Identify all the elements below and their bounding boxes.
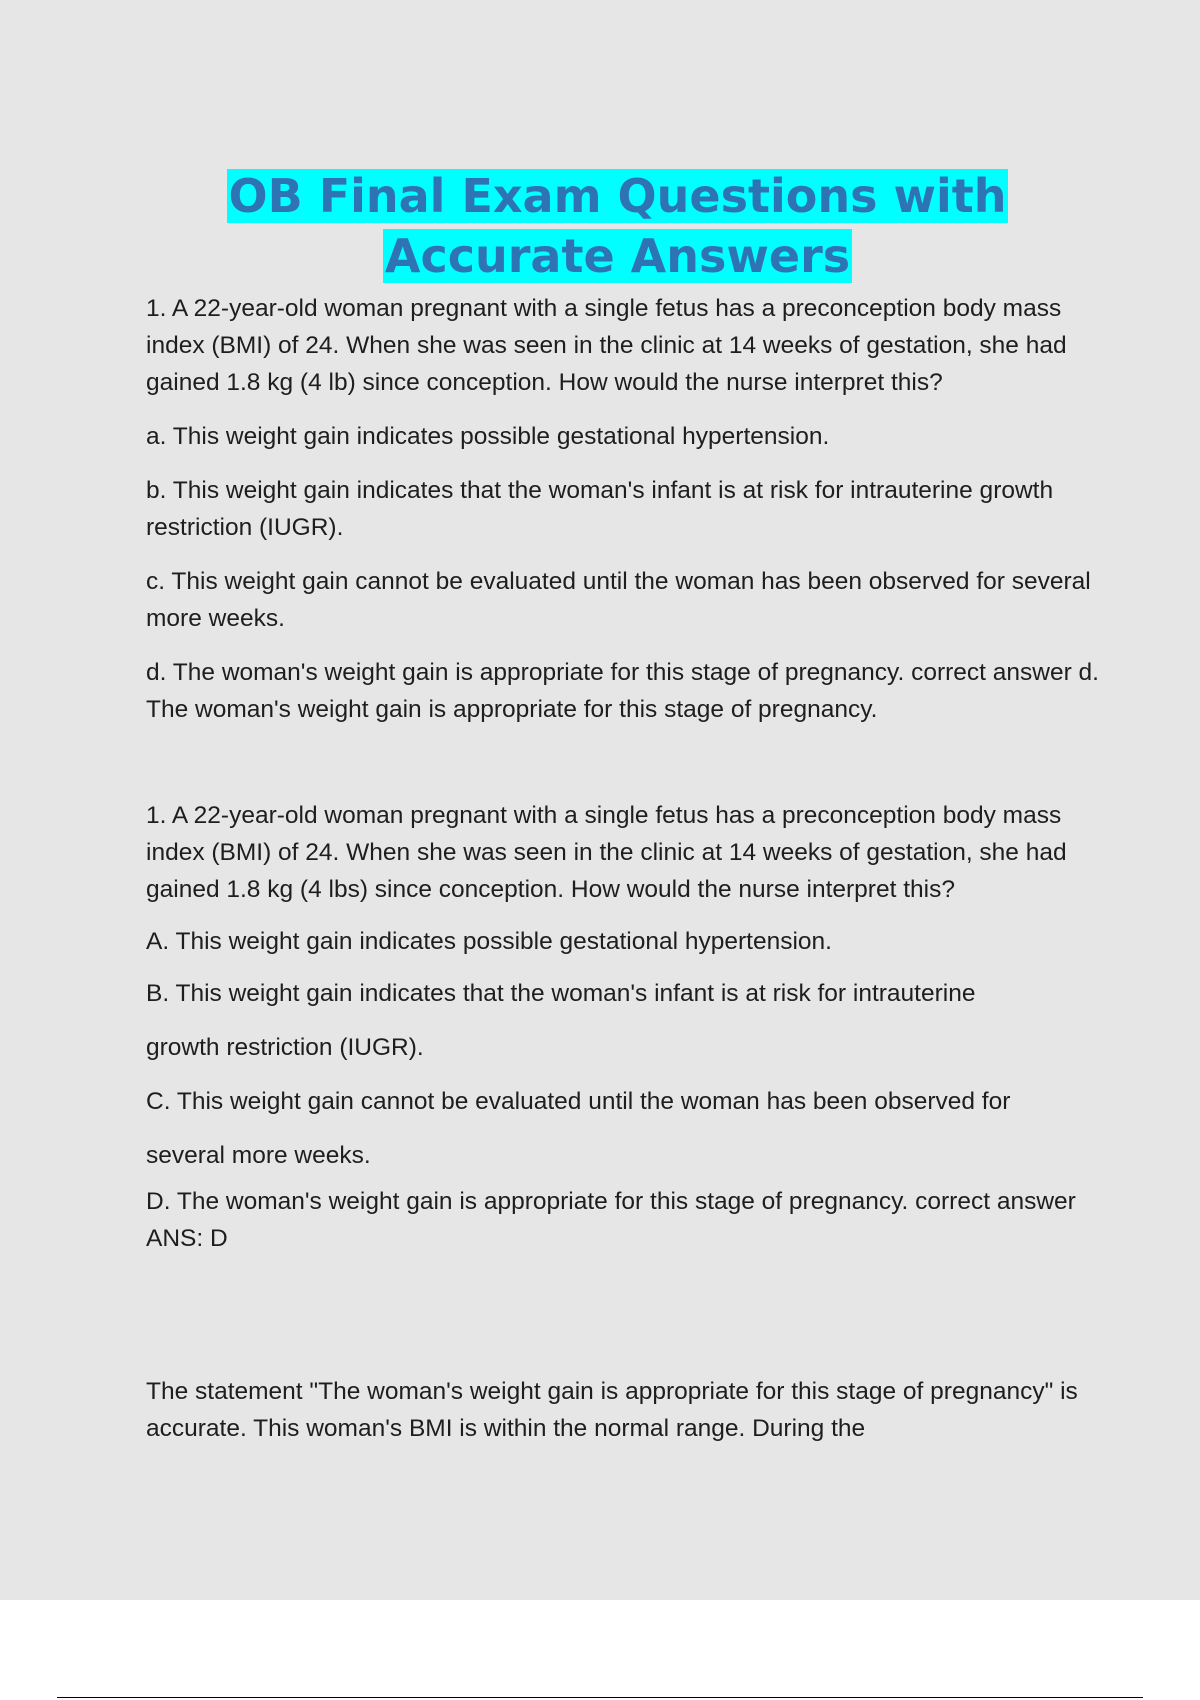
explanation-text: The statement "The woman's weight gain is appropriate for this stage of pregnancy" is accurate. This woman's BMI is within the normal range. During the (146, 1378, 1078, 1442)
question-2-option-d: D. The woman's weight gain is appropriate for this stage of pregnancy. correct answer ANS: D (146, 1188, 1076, 1252)
document-title (120, 166, 1115, 286)
question-1-option-b: b. This weight gain indicates that the woman's infant is at risk for intrauterine growth restriction (IUGR). (146, 477, 1054, 541)
question-2-option-c-continued: several more weeks. (146, 1142, 371, 1169)
title-line-2: Accurate Answers (384, 229, 851, 283)
question-2-block (146, 797, 1101, 1272)
question-2-option-c: C. This weight gain cannot be evaluated until the woman has been observed for (146, 1088, 1011, 1115)
question-1-block (146, 290, 1101, 745)
question-2-option-a: A. This weight gain indicates possible gestational hypertension. (146, 928, 832, 955)
question-1-option-d: d. The woman's weight gain is appropriate for this stage of pregnancy. correct answer d. The woman's weight gain is appropriate for this stage of pregnancy. (146, 659, 1099, 723)
question-2-option-b-continued: growth restriction (IUGR). (146, 1034, 424, 1061)
question-1-option-c: c. This weight gain cannot be evaluated until the woman has been observed for several more weeks. (146, 568, 1091, 632)
question-1-stem: 1. A 22-year-old woman pregnant with a single fetus has a preconception body mass index (BMI) of 24. When she was seen in the clinic at 14 weeks of gestation, she had gained 1.8 kg (4 lb) since conception. How would the nurse interpret this? (146, 295, 1067, 396)
question-2-stem: 1. A 22-year-old woman pregnant with a single fetus has a preconception body mass index (BMI) of 24. When she was seen in the clinic at 14 weeks of gestation, she had gained 1.8 kg (4 lbs) since conception. How would the nurse interpret this? (146, 802, 1067, 903)
title-line-1: OB Final Exam Questions with (228, 169, 1007, 223)
footer-divider (57, 1697, 1143, 1698)
question-2-option-b: B. This weight gain indicates that the woman's infant is at risk for intrauterine (146, 980, 976, 1007)
question-1-option-a: a. This weight gain indicates possible gestational hypertension. (146, 423, 830, 450)
explanation-block (146, 1373, 1101, 1447)
